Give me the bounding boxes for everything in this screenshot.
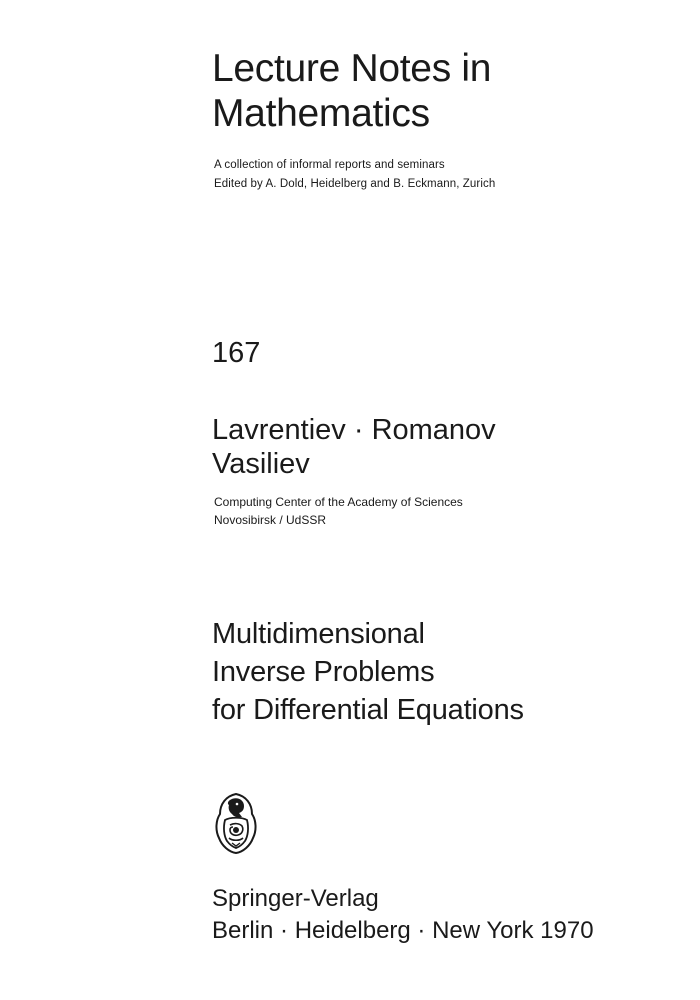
series-title-line-1: Lecture Notes in [212,47,492,90]
series-subtitle-block [214,156,495,194]
book-title [212,615,524,729]
series-title [212,46,491,136]
author-affiliation [214,493,463,529]
authors-line-2: Vasiliev [212,448,310,480]
affiliation-line-1: Computing Center of the Academy of Sciences [214,495,463,509]
volume-number: 167 [212,337,261,369]
series-subtitle: A collection of informal reports and seminars [214,159,445,171]
series-title-line-2: Mathematics [212,92,430,135]
publisher-places-year: Berlin · Heidelberg · New York 1970 [212,917,594,944]
springer-logo-icon [212,790,260,856]
authors [212,413,496,481]
publisher [212,883,594,947]
series-editors: Edited by A. Dold, Heidelberg and B. Eckmann, Zurich [214,178,496,190]
affiliation-line-2: Novosibirsk / UdSSR [214,513,327,527]
book-title-line-3: for Differential Equations [212,694,524,726]
book-title-line-1: Multidimensional [212,618,425,650]
authors-line-1: Lavrentiev · Romanov [212,414,496,446]
publisher-name: Springer-Verlag [212,885,379,912]
book-title-line-2: Inverse Problems [212,656,435,688]
